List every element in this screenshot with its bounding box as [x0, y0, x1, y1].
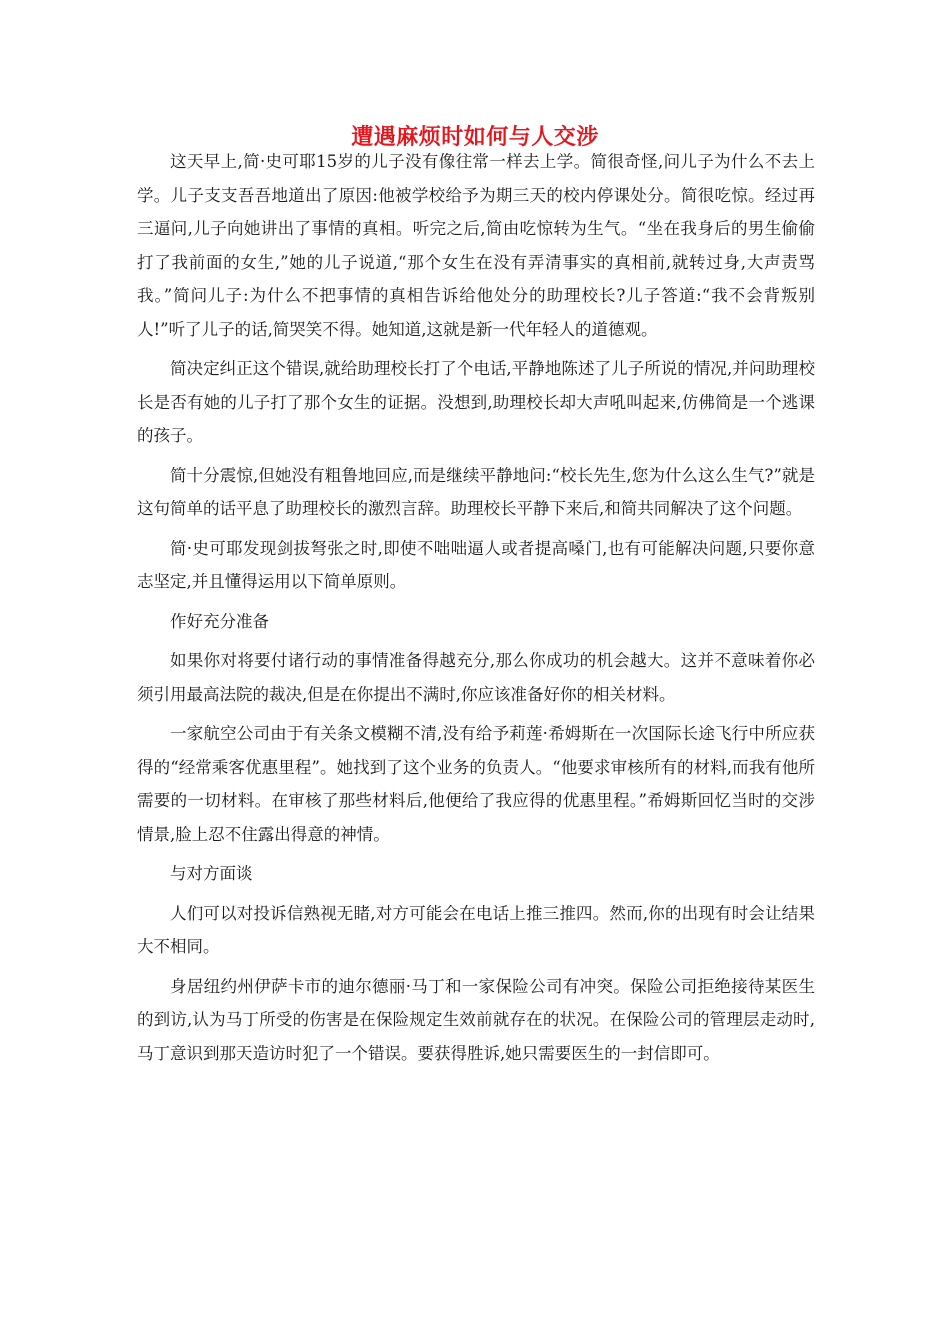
paragraph: 如果你对将要付诸行动的事情准备得越充分,那么你成功的机会越大。这并不意味着你必须引用最高法院的裁决,但是在你提出不满时,你应该准备好你的相关材料。: [137, 651, 815, 704]
paragraph: 简·史可耶发现剑拔弩张之时,即使不咄咄逼人或者提高嗓门,也有可能解决问题,只要你意志坚定,并且懂得运用以下简单原则。: [137, 538, 815, 591]
paragraph: 一家航空公司由于有关条文模糊不清,没有给予莉莲·希姆斯在一次国际长途飞行中所应获得的“经常乘客优惠里程”。她找到了这个业务的负责人。“他要求审核所有的材料,而我有他所需要的一切材料。在审核了那些材料后,他便给了我应得的优惠里程。”希姆斯回忆当时的交涉情景,脸上忍不住露出得意的神情。: [137, 724, 815, 844]
section-heading: 与对方面谈: [170, 864, 253, 883]
paragraph: 简决定纠正这个错误,就给助理校长打了个电话,平静地陈述了儿子所说的情况,并问助理校长是否有她的儿子打了那个女生的证据。没想到,助理校长却大声吼叫起来,仿佛简是一个逃课的孩子。: [137, 359, 815, 445]
paragraph: 身居纽约州伊萨卡市的迪尔德丽·马丁和一家保险公司有冲突。保险公司拒绝接待某医生的到访,认为马丁所受的伤害是在保险规定生效前就存在的状况。在保险公司的管理层走动时,马丁意识到那天造访时犯了一个错误。要获得胜诉,她只需要医生的一封信即可。: [137, 976, 815, 1063]
paragraph: 简十分震惊,但她没有粗鲁地回应,而是继续平静地问:“校长先生,您为什么这么生气?”就是这句简单的话平息了助理校长的激烈言辞。助理校长平静下来后,和简共同解决了这个问题。: [137, 465, 815, 518]
document-body: [137, 145, 815, 1076]
paragraph: 人们可以对投诉信熟视无睹,对方可能会在电话上推三推四。然而,你的出现有时会让结果大不相同。: [137, 903, 815, 956]
document-title: 遭遇麻烦时如何与人交涉: [351, 124, 599, 150]
section-heading: 作好充分准备: [170, 611, 269, 631]
paragraph: 这天早上,简·史可耶15岁的儿子没有像往常一样去上学。简很奇怪,问儿子为什么不去上学。儿子支支吾吾地道出了原因:他被学校给予为期三天的校内停课处分。简很吃惊。经过再三逼问,儿子向她讲出了事情的真相。听完之后,简由吃惊转为生气。“坐在我身后的男生偷偷打了我前面的女生,”她的儿子说道,“那个女生在没有弄清事实的真相前,就转过身,大声责骂我。”简问儿子:为什么不把事情的真相告诉给他处分的助理校长?儿子答道:“我不会背叛别人!”听了儿子的话,简哭笑不得。她知道,这就是新一代年轻人的道德观。: [137, 152, 815, 339]
